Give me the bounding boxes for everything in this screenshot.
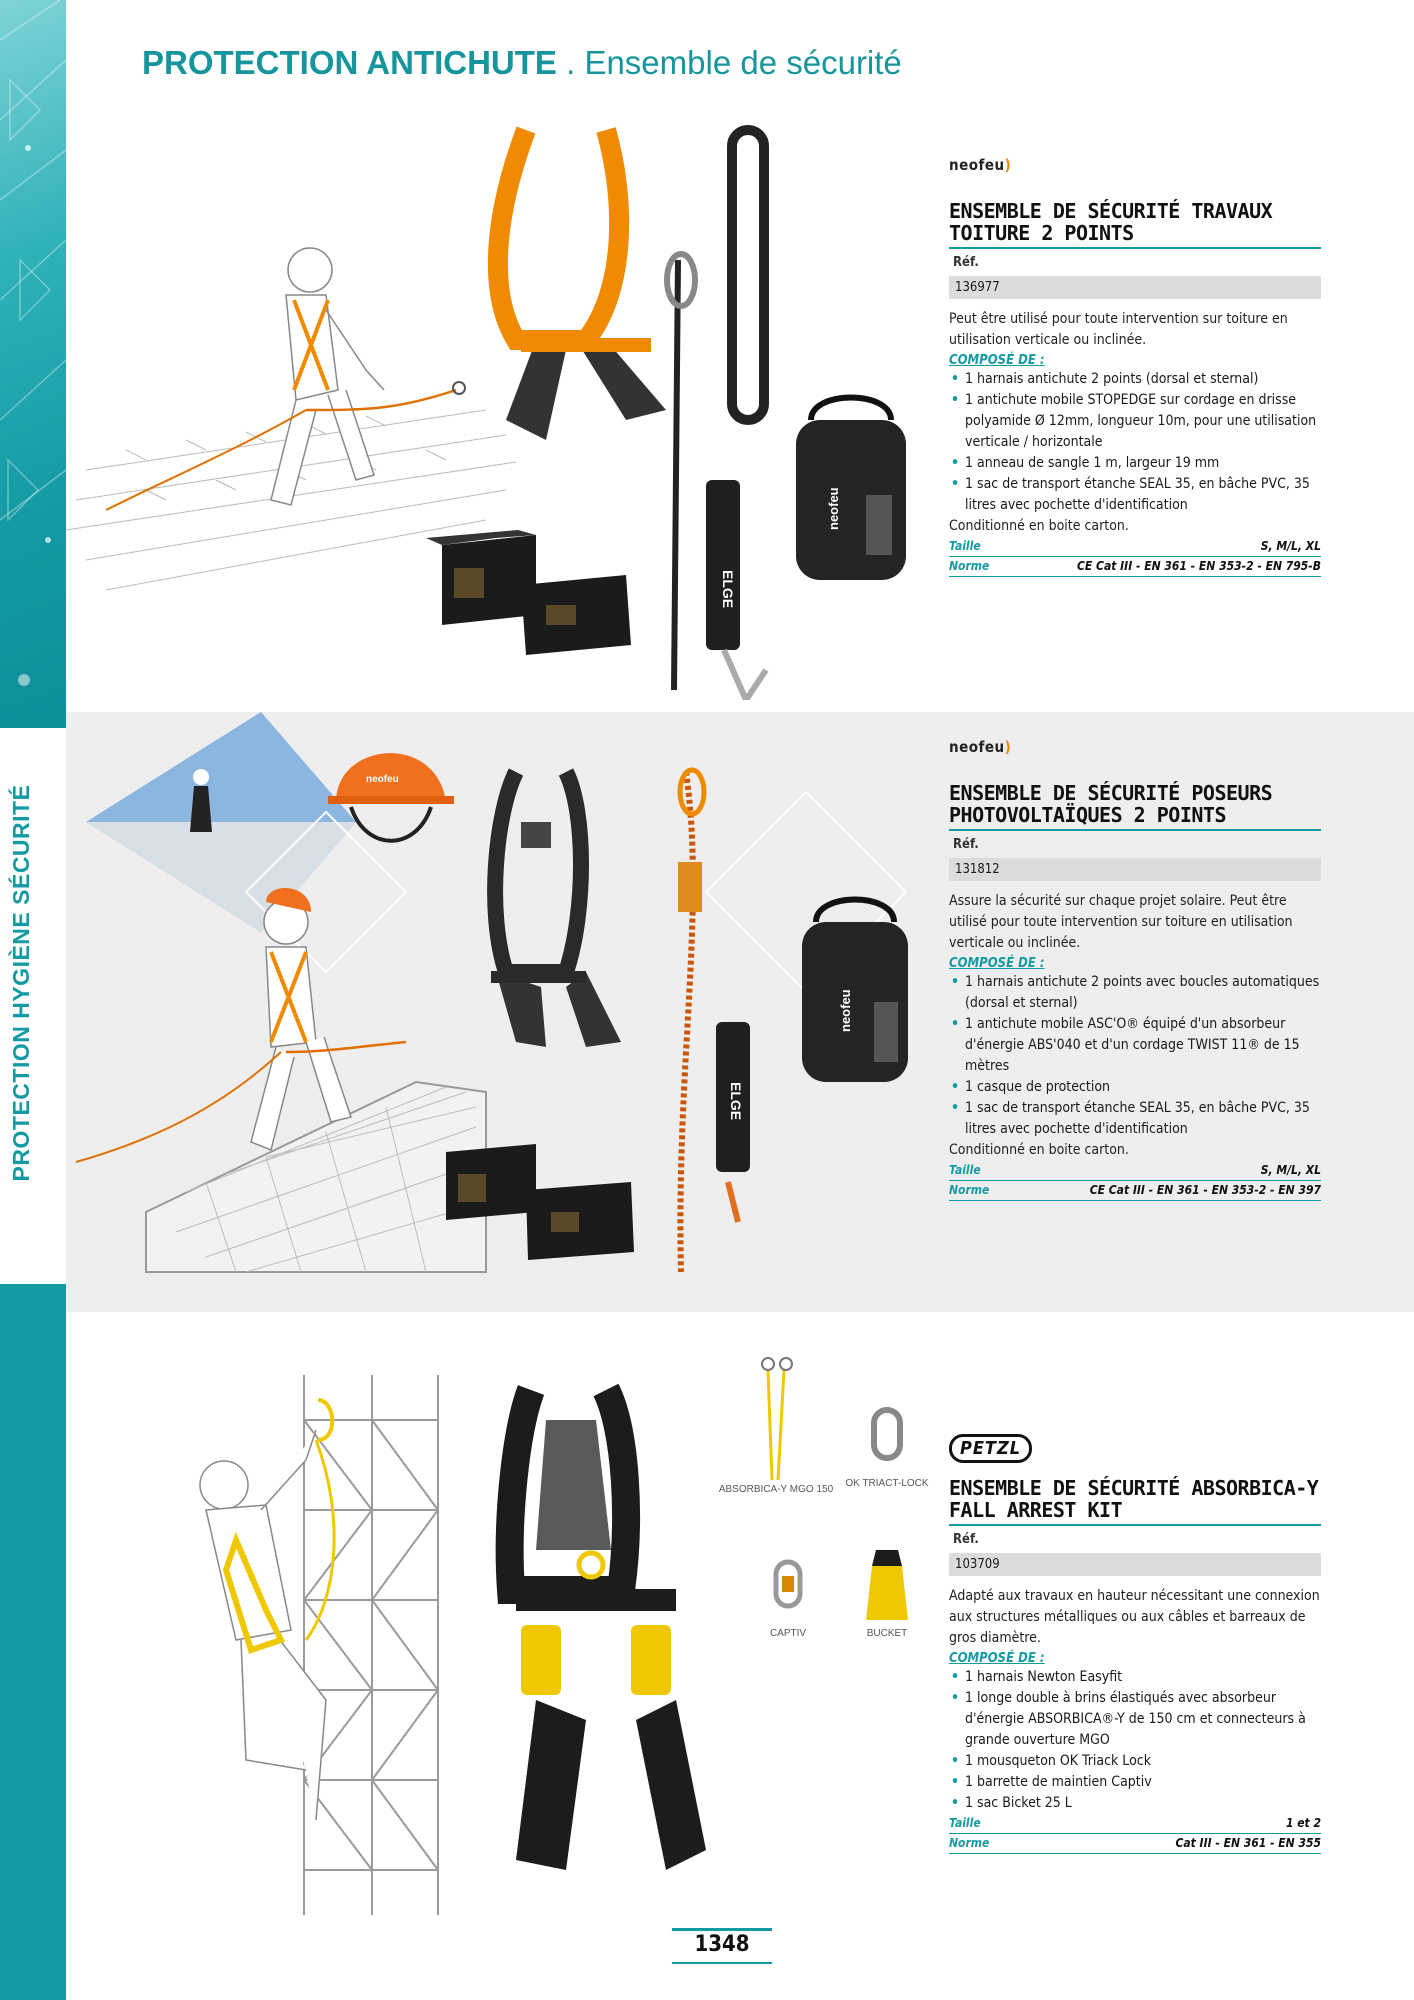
norm-row: Norme CE Cat III - EN 361 - EN 353-2 - EN 397 [949,1181,1321,1201]
list-item: • 1 casque de protection [949,1077,1321,1098]
brand-logo: neofeu) [949,738,1012,756]
captiv-bar [776,1562,800,1606]
svg-text:ELGE: ELGE [720,570,736,609]
brand-logo: PETZL [949,1434,1032,1463]
page-number: 1348 [694,1932,750,1957]
components-list [949,369,1321,516]
caption-bucket: BUCKET [866,1628,908,1639]
page-title [142,44,902,82]
svg-text:ELGE: ELGE [728,1082,744,1121]
product-2-illustration [66,712,936,1312]
list-item: • 1 sac de transport étanche SEAL 35, en bâche PVC, 35 litres avec pochette d'identification [949,474,1321,516]
svg-text:neofeu: neofeu [826,487,841,530]
page-title-sub: . Ensemble de sécurité [566,44,902,81]
product-title: ENSEMBLE DE SÉCURITÉ ABSORBICA-Y FALL ARREST KIT [949,1477,1321,1526]
product-2 [949,738,1321,1201]
ref-value: 136977 [949,276,1321,299]
list-item: • 1 anneau de sangle 1 m, largeur 19 mm [949,453,1321,474]
transport-bag [796,398,906,581]
rope-grab [667,254,766,700]
size-row: Taille 1 et 2 [949,1814,1321,1834]
caption-absorbica: ABSORBICA-Y MGO 150 [718,1484,834,1495]
components-list [949,972,1321,1140]
norm-row: Norme CE Cat III - EN 361 - EN 353-2 - EN 795-B [949,557,1321,577]
ref-label: Réf. [953,1532,979,1547]
absorbica-lanyard [762,1358,792,1480]
ref-value: 131812 [949,858,1321,881]
list-item: • 1 sac de transport étanche SEAL 35, en bâche PVC, 35 litres avec pochette d'identification [949,1098,1321,1140]
black-harness [491,772,621,1047]
size-row: Taille S, M/L, XL [949,537,1321,557]
list-item: • 1 antichute mobile STOPEDGE sur cordage en drisse polyamide Ø 12mm, longueur 10m, pour une utilisation verticale / horizontale [949,390,1321,453]
product-description: Assure la sécurité sur chaque projet solaire. Peut être utilisé pour toute intervention sur toiture en utilisation verticale ou inclinée. [949,893,1293,951]
ref-value: 103709 [949,1553,1321,1576]
list-item: • 1 mousqueton OK Triack Lock [949,1751,1321,1772]
composed-label: COMPOSÉ DE : [949,956,1045,971]
list-item: • 1 harnais Newton Easyfit [949,1667,1321,1688]
product-3 [949,1434,1321,1854]
tower-sketch [304,1375,438,1915]
list-item: • 1 antichute mobile ASC'O® équipé d'un absorbeur d'énergie ABS'040 et d'un cordage TWIST 11® de 15 mètres [949,1014,1321,1077]
product-description: Peut être utilisé pour toute intervention sur toiture en utilisation verticale ou inclinée. [949,311,1288,348]
orange-harness [498,130,666,440]
page-number-rule-top [672,1928,772,1931]
caption-triact: OK TRIACT-LOCK [845,1478,929,1489]
bucket-bag [866,1550,908,1620]
triact-carabiner [874,1410,900,1458]
product-1 [949,156,1321,577]
sling-ring [732,130,764,420]
caption-captiv: CAPTIV [769,1628,807,1639]
product-3-illustration [66,1340,936,1930]
solar-panel [146,1082,486,1272]
sidebar-decoration [0,0,66,728]
list-item: • 1 harnais antichute 2 points avec boucles automatiques (dorsal et sternal) [949,972,1321,1014]
product-1-illustration [66,90,936,700]
list-item: • 1 barrette de maintien Captiv [949,1772,1321,1793]
packaging-note: Conditionné en boite carton. [949,1142,1129,1158]
composed-label: COMPOSÉ DE : [949,353,1045,368]
composed-label: COMPOSÉ DE : [949,1651,1045,1666]
ref-label: Réf. [953,255,979,270]
newton-harness [510,1390,706,1870]
list-item: • 1 harnais antichute 2 points (dorsal et sternal) [949,369,1321,390]
ref-label: Réf. [953,837,979,852]
svg-text:neofeu: neofeu [366,774,399,785]
components-list [949,1667,1321,1814]
page-number-rule-bottom [672,1962,772,1964]
page-title-main: PROTECTION ANTICHUTE [142,44,557,81]
rope-device [678,770,750,1272]
product-title: ENSEMBLE DE SÉCURITÉ POSEURS PHOTOVOLTAÏQUES 2 POINTS [949,782,1321,831]
product-title: ENSEMBLE DE SÉCURITÉ TRAVAUX TOITURE 2 POINTS [949,200,1321,249]
list-item: • 1 longe double à brins élastiqués avec absorbeur d'énergie ABSORBICA®-Y de 150 cm et connecteurs à grande ouverture MGO [949,1688,1321,1751]
packaging-note: Conditionné en boite carton. [949,518,1129,534]
norm-row: Norme Cat III - EN 361 - EN 355 [949,1834,1321,1854]
worker-sketch [271,248,384,505]
climber-sketch [200,1430,326,1820]
product-description: Adapté aux travaux en hauteur nécessitant une connexion aux structures métalliques ou aux câbles et barreaux de gros diamètre. [949,1588,1320,1646]
list-item: • 1 sac Bicket 25 L [949,1793,1321,1814]
sidebar-label: PROTECTION HYGIÈNE SÉCURITÉ [8,784,34,1182]
sidebar-pattern [0,0,66,728]
product-boxes [426,530,631,655]
transport-bag-2 [802,900,908,1083]
svg-text:neofeu: neofeu [838,989,853,1032]
size-row: Taille S, M/L, XL [949,1161,1321,1181]
brand-logo: neofeu) [949,156,1012,174]
